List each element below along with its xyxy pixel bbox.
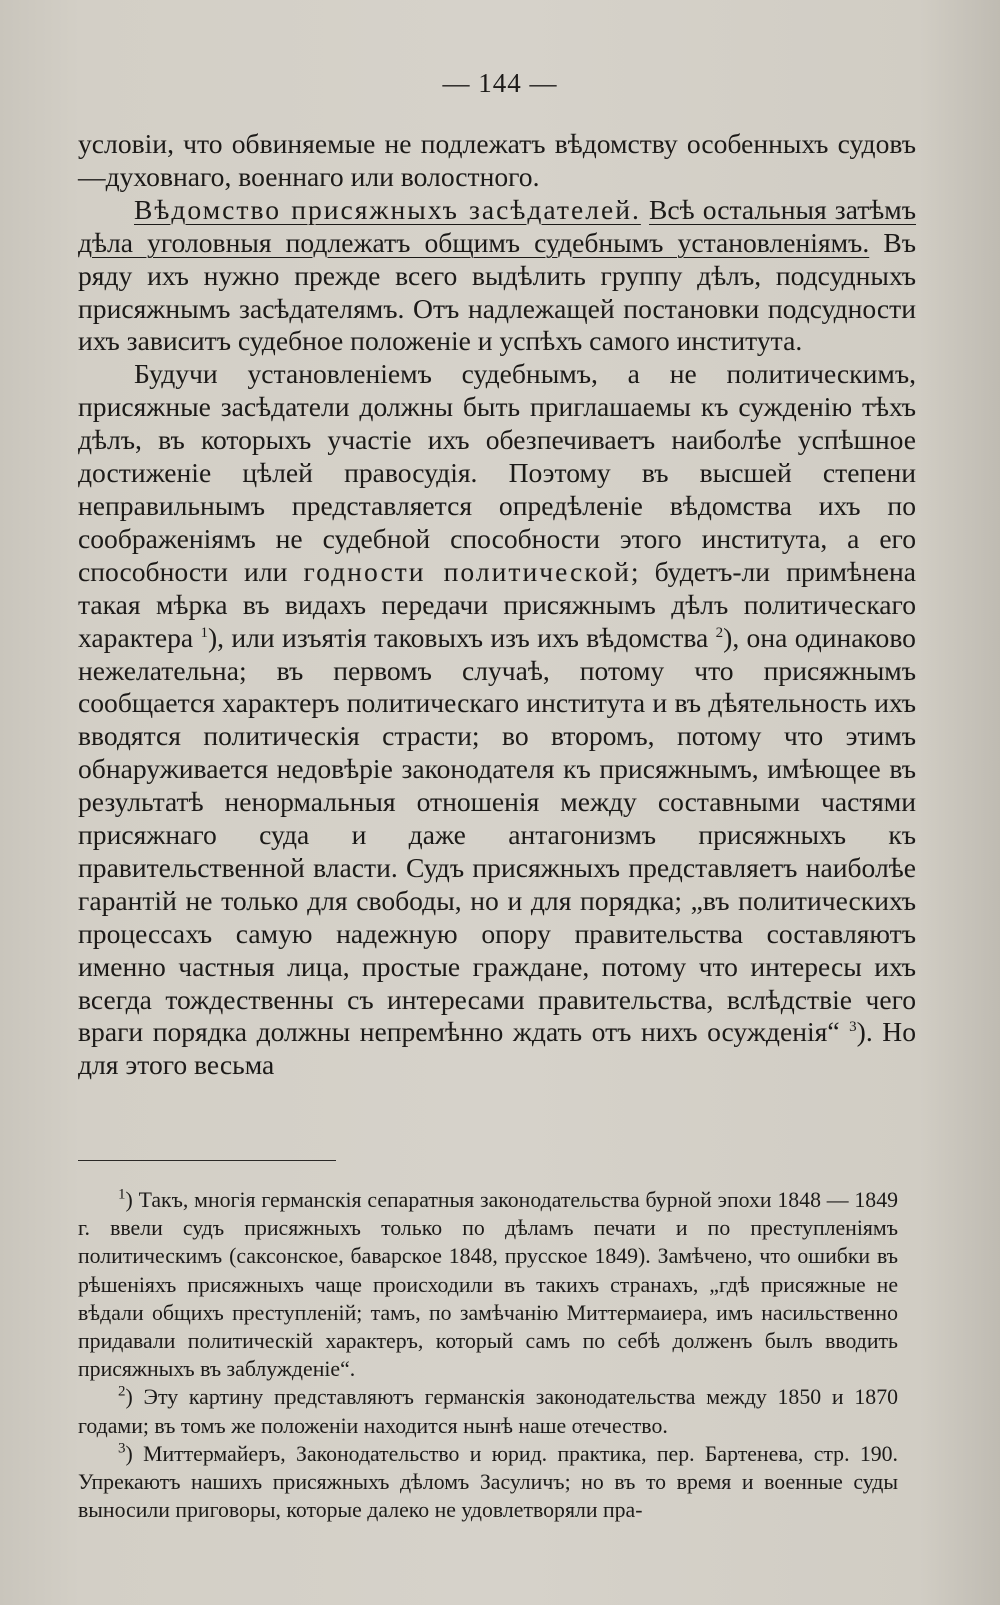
- footnote-divider: [78, 1160, 336, 1161]
- page-number: — 144 —: [442, 68, 558, 98]
- footnotes: [78, 1186, 898, 1524]
- paragraph-3: [78, 358, 916, 1082]
- footnote-2-text: ) Эту картину представляютъ германскія законодательства между 1850 и 1870 годами; въ томъ же положеніи находится нынѣ наше отечество.: [78, 1385, 898, 1438]
- footnote-1-text: ) Такъ, многія германскія сепаратныя законодательства бурной эпохи 1848 — 1849 г. ввели судъ присяжныхъ только по дѣламъ печати и по преступленіямъ политическимъ (саксонское, баварское 1848, прусское 1849). Замѣчено, что ошибки въ рѣшеніяхъ присяжныхъ чаще происходили въ такихъ странахъ, „гдѣ присяжные не вѣдали общихъ преступленій; тамъ, по замѣчанію Миттермаиера, имъ насильственно придавали политическій характеръ, который самъ по себѣ долженъ былъ вводить присяжныхъ въ заблужденіе“.: [78, 1188, 898, 1382]
- footnote-2: [78, 1383, 898, 1439]
- paragraph-3-part-3: ), или изъятія таковыхъ изъ ихъ вѣдомства: [207, 621, 709, 653]
- footnote-3-mark: 3: [118, 1440, 126, 1457]
- paragraph-3-part-2: ; будетъ-ли примѣнена такая мѣрка въ видахъ передачи присяжнымъ дѣлъ политическаго характера: [78, 555, 917, 653]
- footnote-ref-1[interactable]: 1: [200, 624, 208, 641]
- footnote-1: [78, 1186, 898, 1383]
- paragraph-3-part-4: ), она одинаково нежелательна; въ первомъ случаѣ, потому что присяжнымъ сообщается характеръ политическаго института и въ дѣятельность ихъ вводятся политическія страсти; во второмъ, потому что этимъ обнаруживается недовѣріе законодателя къ присяжнымъ, имѣющее въ результатѣ ненормальныя отношенія между составными частями присяжнаго суда и даже антагонизмъ присяжныхъ къ правительственной власти. Судъ присяжныхъ представляетъ наиболѣе гарантій не только для свободы, но и для порядка; „въ политическихъ процессахъ самую надежную опору правительства составляютъ именно частныя лица, простые граждане, потому что интересы ихъ всегда тождественны съ интересами правительства, вслѣдствіе чего враги порядка должны непремѣнно ждать отъ нихъ осужденія“: [78, 621, 916, 1048]
- footnote-2-mark: 2: [118, 1384, 126, 1401]
- footnote-1-mark: 1: [118, 1186, 126, 1203]
- footnote-3: [78, 1440, 898, 1525]
- section-heading: Вѣдомство присяжныхъ засѣдателей.: [134, 193, 641, 225]
- paragraph-1: условіи, что обвиняемые не подлежатъ вѣдомству особенныхъ судовъ—духовнаго, военнаго или волостного.: [78, 128, 916, 192]
- footnote-ref-2[interactable]: 2: [715, 624, 724, 641]
- paragraph-2-rest: Въ ряду ихъ нужно прежде всего выдѣлить группу дѣлъ, подсудныхъ присяжнымъ засѣдателямъ. Отъ надлежащей постановки подсудности ихъ зависитъ судебное положеніе и успѣхъ самого института.: [78, 226, 917, 357]
- footnote-ref-3[interactable]: 3: [849, 1019, 857, 1036]
- spaced-emphasis: годности политической: [303, 555, 631, 587]
- paragraph-3-part-1: Будучи установленіемъ судебнымъ, а не политическимъ, присяжные засѣдатели должны быть приглашаемы къ сужденію тѣхъ дѣлъ, въ которыхъ участіе ихъ обезпечиваетъ наиболѣе успѣшное достиженіе цѣлей правосудія. Поэтому въ высшей степени неправильнымъ представляется опредѣленіе вѣдомства ихъ по соображеніямъ не судебной способности этого института, а его способности или: [78, 358, 916, 587]
- footnote-3-text: ) Миттермайеръ, Законодательство и юрид. практика, пер. Бартенева, стр. 190. Упрекаютъ нашихъ присяжныхъ дѣломъ Засуличъ; но въ то время и военные суды выносили приговоры, которые далеко не удовлетворяли пра-: [78, 1441, 898, 1523]
- main-text: [78, 128, 916, 1082]
- paragraph-3-part-5: ). Но для этого весьма: [78, 1016, 916, 1081]
- paragraph-2: [78, 194, 916, 359]
- underlined-sentence: Всѣ остальныя затѣмъ дѣла уголовныя подлежатъ общимъ судебнымъ установленіямъ.: [78, 193, 917, 258]
